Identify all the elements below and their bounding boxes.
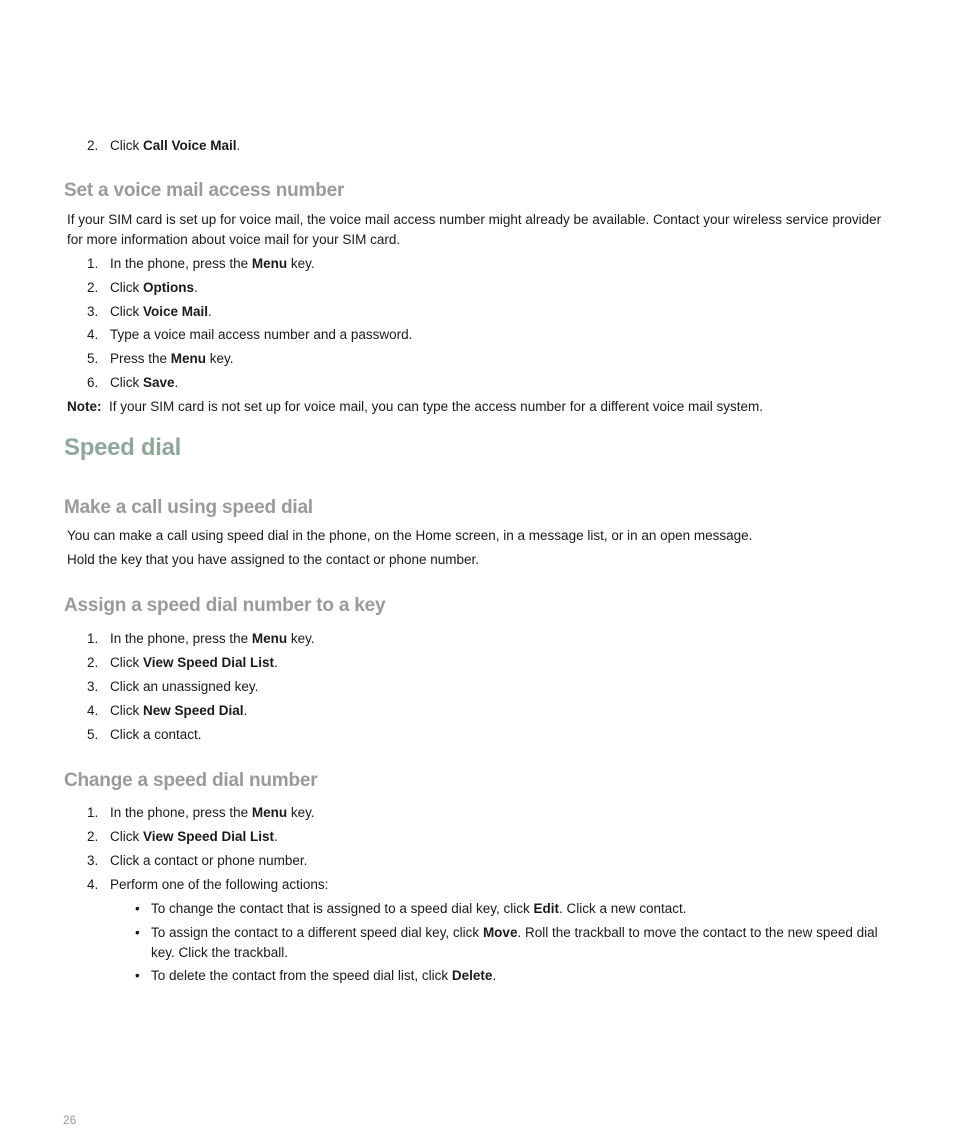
step-number: 2.: [87, 138, 99, 153]
step-text: In the phone, press the: [110, 631, 252, 646]
bullet-delete: [135, 966, 895, 986]
step-suffix: .: [174, 375, 179, 390]
bullet-text: To delete the contact from the speed dial list, click Delete.: [151, 968, 497, 983]
step-number: 4.: [87, 877, 99, 892]
assign-step-5: [87, 725, 907, 745]
step-suffix: key.: [287, 256, 315, 271]
bullet-bold: Edit: [533, 901, 559, 916]
step-bold: Menu: [251, 256, 288, 271]
heading-assign-speed-dial: Assign a speed dial number to a key: [64, 595, 386, 616]
step-suffix: .: [274, 829, 278, 844]
step-call-voice-mail: [87, 136, 907, 156]
voice-mail-intro: If your SIM card is set up for voice mail, the voice mail access number might already be available. Contact your wireless service provider for more information about voice mail for your SIM card.: [67, 212, 882, 247]
step-number: 3.: [87, 679, 99, 694]
step-bold: Call Voice Mail: [143, 138, 237, 153]
step-suffix: .: [208, 304, 212, 319]
make-call-para-1: You can make a call using speed dial in the phone, on the Home screen, in a message list, or in an open message.: [67, 528, 753, 543]
step-number: 2.: [87, 655, 99, 670]
bullet-bold: Delete: [451, 968, 493, 983]
heading-set-voice-mail-number: Set a voice mail access number: [64, 180, 345, 201]
change-step-2: [87, 827, 907, 847]
step-text: Click: [110, 304, 143, 319]
step-bold: Menu: [170, 351, 207, 366]
step-bold: Menu: [251, 805, 288, 820]
bullet-dot: •: [135, 901, 140, 916]
step-bold: View Speed Dial List: [143, 655, 275, 670]
bullet-move: [135, 923, 895, 963]
step-suffix: .: [194, 280, 198, 295]
bullet-dot: •: [135, 968, 140, 983]
step-number: 2.: [87, 280, 99, 295]
voicemail-step-4: [87, 325, 907, 345]
heading-make-call-speed-dial: Make a call using speed dial: [64, 497, 313, 518]
step-number: 3.: [87, 304, 99, 319]
step-text: In the phone, press the: [110, 805, 252, 820]
step-number: 5.: [87, 727, 99, 742]
step-text: Click: [110, 829, 143, 844]
assign-step-2: [87, 653, 907, 673]
voicemail-step-2: [87, 278, 907, 298]
step-text: Click a contact.: [110, 727, 202, 742]
step-number: 1.: [87, 805, 99, 820]
step-suffix: .: [236, 138, 241, 153]
step-text: Click a contact or phone number.: [110, 853, 308, 868]
assign-step-3: [87, 677, 907, 697]
change-step-1: [87, 803, 907, 823]
step-number: 3.: [87, 853, 99, 868]
step-bold: New Speed Dial: [143, 703, 244, 718]
step-suffix: key.: [287, 631, 315, 646]
step-text: Click: [110, 280, 143, 295]
step-text: Press the: [110, 351, 171, 366]
note-label: Note:: [67, 399, 102, 414]
step-bold: Voice Mail: [143, 304, 209, 319]
step-text: Click an unassigned key.: [110, 679, 259, 694]
step-number: 1.: [87, 631, 99, 646]
step-text: Perform one of the following actions:: [110, 877, 329, 892]
voicemail-step-1: [87, 254, 907, 274]
bullet-bold: Move: [482, 925, 518, 940]
step-number: 6.: [87, 375, 99, 390]
heading-change-speed-dial: Change a speed dial number: [64, 770, 318, 791]
step-text: In the phone, press the: [110, 256, 252, 271]
note-text: If your SIM card is not set up for voice mail, you can type the access number for a different voice mail system.: [109, 399, 764, 414]
assign-step-4: [87, 701, 907, 721]
step-text: Click: [110, 703, 143, 718]
step-suffix: key.: [206, 351, 234, 366]
step-number: 1.: [87, 256, 99, 271]
step-bold: Save: [143, 375, 175, 390]
bullet-dot: •: [135, 925, 140, 940]
step-number: 2.: [87, 829, 99, 844]
change-step-4: [87, 875, 907, 895]
bullet-text: To change the contact that is assigned to a speed dial key, click Edit. Click a new contact.: [151, 901, 687, 916]
step-suffix: key.: [287, 805, 315, 820]
step-suffix: .: [274, 655, 278, 670]
bullet-text: To assign the contact to a different speed dial key, click Move. Roll the trackball to move the contact to the new speed dial key. Click the trackball.: [151, 925, 878, 960]
change-step-3: [87, 851, 907, 871]
step-bold: Options: [143, 280, 194, 295]
chapter-title-speed-dial: Speed dial: [64, 434, 182, 461]
step-text: Click: [110, 655, 143, 670]
step-text: Click: [110, 138, 143, 153]
step-number: 4.: [87, 703, 99, 718]
voicemail-step-3: [87, 302, 907, 322]
bullet-edit: [135, 899, 895, 919]
voicemail-note: [67, 397, 897, 417]
voicemail-step-5: [87, 349, 907, 369]
step-bold: Menu: [251, 631, 288, 646]
page-number: 26: [63, 1113, 77, 1127]
step-text: Click: [110, 375, 143, 390]
step-number: 4.: [87, 327, 99, 342]
assign-step-1: [87, 629, 907, 649]
make-call-para-2: Hold the key that you have assigned to the contact or phone number.: [67, 552, 480, 567]
voicemail-step-6: [87, 373, 907, 393]
step-text: Type a voice mail access number and a password.: [110, 327, 413, 342]
step-number: 5.: [87, 351, 99, 366]
step-bold: View Speed Dial List: [143, 829, 275, 844]
step-suffix: .: [243, 703, 248, 718]
